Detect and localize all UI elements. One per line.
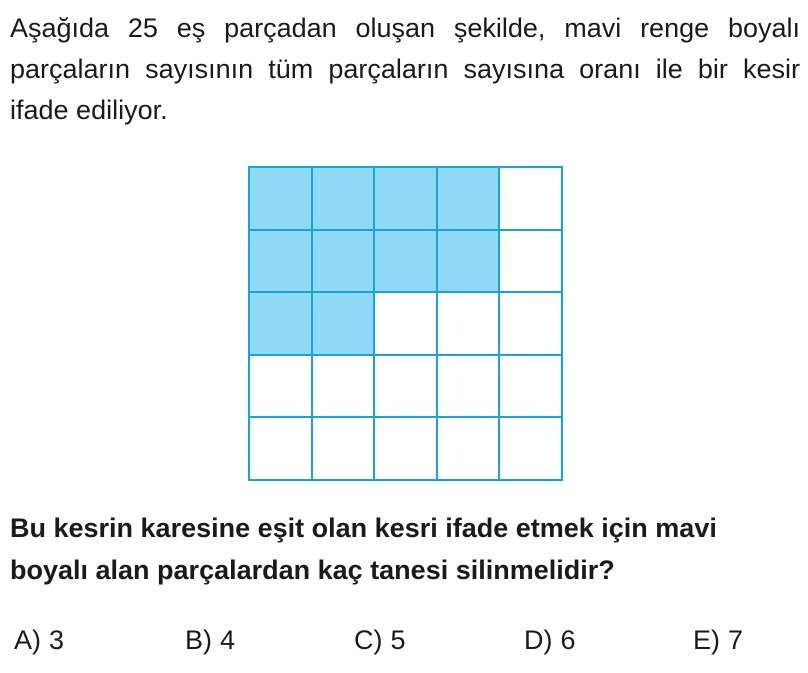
option-letter: A)	[14, 625, 41, 655]
grid-cell-empty	[499, 230, 562, 293]
grid-cell-shaded	[374, 167, 437, 230]
option-b[interactable]	[185, 620, 235, 660]
option-letter: E)	[693, 625, 720, 655]
option-a[interactable]	[14, 620, 64, 660]
option-d[interactable]	[524, 620, 576, 660]
grid-cell-empty	[499, 167, 562, 230]
option-value: 3	[49, 625, 65, 655]
grid-cell-shaded	[249, 292, 312, 355]
grid-cell-empty	[312, 355, 375, 418]
grid-cell-shaded	[312, 230, 375, 293]
grid-cell-empty	[312, 417, 375, 480]
option-value: 7	[728, 625, 744, 655]
grid-cell-empty	[437, 355, 500, 418]
grid-cell-empty	[499, 355, 562, 418]
grid-cell-empty	[499, 292, 562, 355]
intro-text: Aşağıda 25 eş parçadan oluşan şekilde, mavi renge boyalı parçaların sayısının tüm parçaların sayısına oranı ile bir kesir ifade ediliyor.	[10, 13, 800, 125]
grid-cell-empty	[249, 417, 312, 480]
option-value: 5	[390, 625, 406, 655]
option-letter: D)	[524, 625, 553, 655]
grid-cell-empty	[374, 355, 437, 418]
shaded-grid-figure	[248, 166, 563, 481]
grid-cell-shaded	[249, 167, 312, 230]
option-e[interactable]	[693, 620, 743, 660]
grid-cell-shaded	[312, 292, 375, 355]
question-text: Bu kesrin karesine eşit olan kesri ifade etmek için mavi boyalı alan parçalardan kaç tanesi silinmelidir?	[10, 513, 717, 585]
grid-cell-shaded	[249, 230, 312, 293]
grid-cell-empty	[499, 417, 562, 480]
grid-cell-empty	[374, 417, 437, 480]
grid-cell-shaded	[312, 167, 375, 230]
option-value: 6	[560, 625, 576, 655]
option-value: 4	[220, 625, 236, 655]
grid-cell-shaded	[437, 230, 500, 293]
grid-cell-empty	[249, 355, 312, 418]
option-letter: C)	[354, 625, 383, 655]
answer-options	[14, 620, 794, 660]
option-letter: B)	[185, 625, 212, 655]
grid-cell-empty	[437, 292, 500, 355]
grid-cell-empty	[374, 292, 437, 355]
grid-cell-empty	[437, 417, 500, 480]
option-c[interactable]	[354, 620, 406, 660]
grid-cell-shaded	[437, 167, 500, 230]
grid-cell-shaded	[374, 230, 437, 293]
